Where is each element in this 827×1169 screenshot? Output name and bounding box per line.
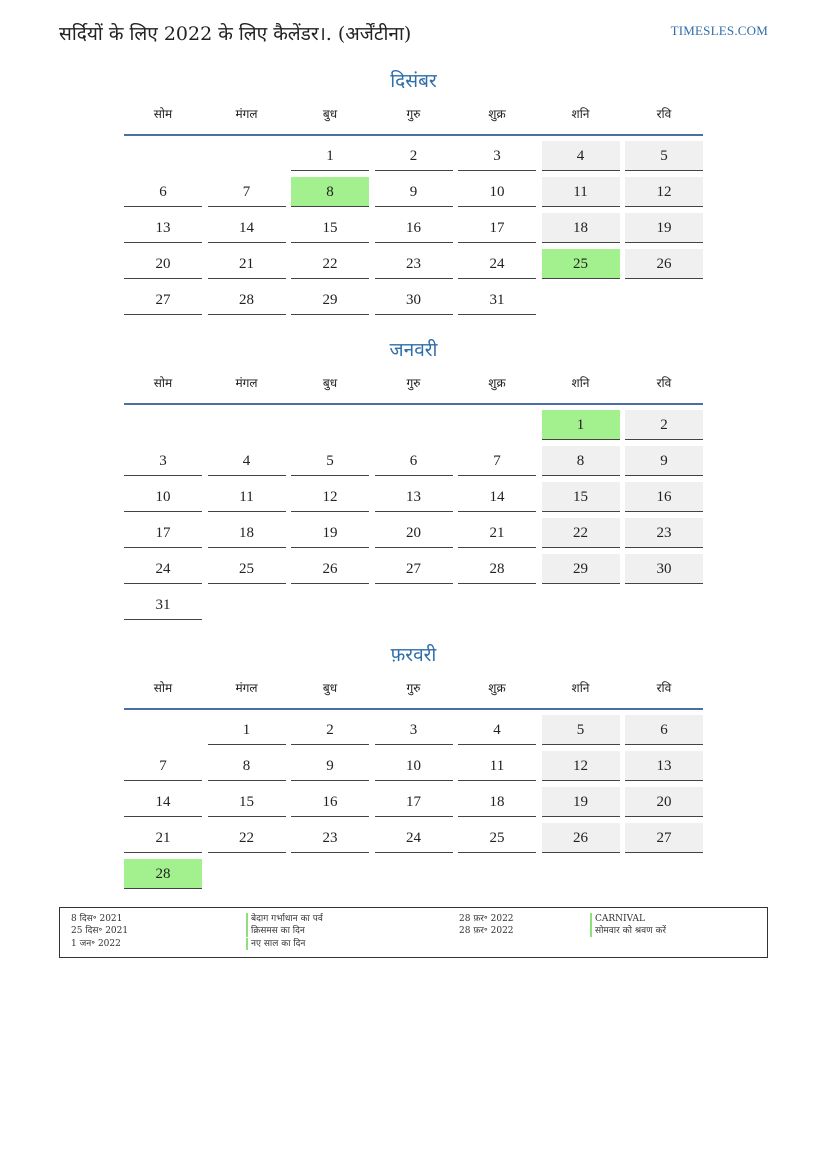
day-cell[interactable]: 21 — [124, 823, 202, 853]
day-cell[interactable]: 12 — [625, 177, 703, 207]
day-cell[interactable]: 9 — [291, 751, 369, 781]
day-cell[interactable]: 17 — [458, 213, 536, 243]
day-cell[interactable]: 18 — [208, 518, 286, 548]
empty-cell — [124, 715, 202, 744]
day-cell[interactable]: 21 — [458, 518, 536, 548]
month-february — [124, 642, 703, 889]
month-january — [124, 337, 703, 620]
day-cell[interactable]: 18 — [458, 787, 536, 817]
holiday-day-cell[interactable]: 25 — [542, 249, 620, 279]
day-cell[interactable]: 10 — [375, 751, 453, 781]
empty-cell — [124, 410, 202, 439]
day-cell[interactable]: 22 — [542, 518, 620, 548]
day-cell[interactable]: 23 — [625, 518, 703, 548]
legend-date: 28 फ़र॰ 2022 — [459, 914, 514, 924]
weekday-label: बुध — [322, 376, 338, 390]
empty-cell — [208, 410, 286, 439]
day-cell[interactable]: 28 — [208, 285, 286, 315]
month-title: दिसंबर — [390, 70, 437, 92]
day-cell[interactable]: 17 — [124, 518, 202, 548]
day-cell[interactable]: 16 — [291, 787, 369, 817]
day-cell[interactable]: 14 — [208, 213, 286, 243]
day-cell[interactable]: 29 — [542, 554, 620, 584]
day-cell[interactable]: 24 — [375, 823, 453, 853]
day-cell[interactable]: 27 — [124, 285, 202, 315]
day-cell[interactable]: 26 — [291, 554, 369, 584]
day-cell[interactable]: 17 — [375, 787, 453, 817]
day-cell[interactable]: 5 — [625, 141, 703, 171]
weekday-label: मंगल — [235, 681, 258, 695]
day-cell[interactable]: 31 — [458, 285, 536, 315]
month-title: फ़रवरी — [390, 644, 437, 666]
day-cell[interactable]: 30 — [625, 554, 703, 584]
empty-cell — [208, 141, 286, 170]
weekday-label: रवि — [656, 107, 672, 121]
holiday-day-cell[interactable]: 8 — [291, 177, 369, 207]
weekday-header — [124, 375, 703, 405]
day-cell[interactable]: 10 — [124, 482, 202, 512]
empty-cell — [458, 410, 536, 439]
day-cell[interactable]: 23 — [291, 823, 369, 853]
empty-cell — [375, 410, 453, 439]
legend-date: 8 दिस॰ 2021 — [71, 914, 123, 924]
weekday-label: शनि — [571, 107, 590, 121]
day-cell[interactable]: 13 — [124, 213, 202, 243]
weekday-label: सोम — [153, 681, 173, 695]
day-cell[interactable]: 12 — [291, 482, 369, 512]
day-cell[interactable]: 25 — [458, 823, 536, 853]
day-cell[interactable]: 15 — [291, 213, 369, 243]
day-cell[interactable]: 20 — [375, 518, 453, 548]
day-cell[interactable]: 6 — [124, 177, 202, 207]
day-cell[interactable]: 8 — [542, 446, 620, 476]
day-cell[interactable]: 1 — [291, 141, 369, 171]
day-cell[interactable]: 27 — [375, 554, 453, 584]
page-title: सर्दियों के लिए 2022 के लिए कैलेंडर।. (अर्जेंटीना) — [59, 23, 412, 45]
weekday-label: गुरु — [406, 376, 421, 390]
day-cell[interactable]: 25 — [208, 554, 286, 584]
day-cell[interactable]: 2 — [375, 141, 453, 171]
day-cell[interactable]: 28 — [458, 554, 536, 584]
weekday-label: मंगल — [235, 376, 258, 390]
weekday-label: शुक्र — [488, 681, 506, 695]
weekday-label: रवि — [656, 681, 672, 695]
day-cell[interactable]: 1 — [208, 715, 286, 745]
weekday-label: सोम — [153, 107, 173, 121]
weekday-label: मंगल — [235, 107, 258, 121]
day-cell[interactable]: 11 — [458, 751, 536, 781]
day-cell[interactable]: 15 — [542, 482, 620, 512]
day-cell[interactable]: 2 — [291, 715, 369, 745]
day-cell[interactable]: 16 — [625, 482, 703, 512]
empty-cell — [291, 410, 369, 439]
day-cell[interactable]: 4 — [542, 141, 620, 171]
weekday-header — [124, 680, 703, 710]
day-cell[interactable]: 24 — [124, 554, 202, 584]
day-grid — [124, 715, 703, 889]
day-cell[interactable]: 19 — [625, 213, 703, 243]
day-cell[interactable]: 16 — [375, 213, 453, 243]
day-cell[interactable]: 12 — [542, 751, 620, 781]
month-title: जनवरी — [389, 339, 438, 361]
site-link[interactable]: TIMESLES.COM — [670, 23, 768, 38]
day-cell[interactable]: 4 — [208, 446, 286, 476]
legend-date: 25 दिस॰ 2021 — [71, 926, 129, 936]
weekday-label: शुक्र — [488, 376, 506, 390]
day-cell[interactable]: 10 — [458, 177, 536, 207]
day-cell[interactable]: 29 — [291, 285, 369, 315]
holiday-legend — [59, 907, 768, 958]
holiday-day-cell[interactable]: 28 — [124, 859, 202, 889]
legend-holiday-name: सोमवार को श्रवण करें — [590, 925, 666, 937]
day-cell[interactable]: 14 — [124, 787, 202, 817]
weekday-header — [124, 106, 703, 136]
day-cell[interactable]: 31 — [124, 590, 202, 620]
day-cell[interactable]: 19 — [542, 787, 620, 817]
day-cell[interactable]: 11 — [542, 177, 620, 207]
holiday-day-cell[interactable]: 1 — [542, 410, 620, 440]
day-cell[interactable]: 21 — [208, 249, 286, 279]
day-cell[interactable]: 7 — [458, 446, 536, 476]
weekday-label: शुक्र — [488, 107, 506, 121]
day-cell[interactable]: 5 — [542, 715, 620, 745]
weekday-label: शनि — [571, 681, 590, 695]
day-cell[interactable]: 11 — [208, 482, 286, 512]
day-cell[interactable]: 20 — [625, 787, 703, 817]
legend-holiday-name: CARNIVAL — [590, 913, 645, 925]
legend-holiday-name: क्रिसमस का दिन — [246, 925, 305, 937]
day-cell[interactable]: 30 — [375, 285, 453, 315]
day-cell[interactable]: 24 — [458, 249, 536, 279]
day-grid — [124, 410, 703, 620]
day-cell[interactable]: 26 — [542, 823, 620, 853]
legend-holiday-name: नए साल का दिन — [246, 938, 305, 950]
weekday-label: बुध — [322, 107, 338, 121]
day-cell[interactable]: 13 — [375, 482, 453, 512]
day-cell[interactable]: 6 — [375, 446, 453, 476]
day-cell[interactable]: 9 — [375, 177, 453, 207]
day-cell[interactable]: 22 — [208, 823, 286, 853]
day-cell[interactable]: 18 — [542, 213, 620, 243]
weekday-label: रवि — [656, 376, 672, 390]
day-cell[interactable]: 6 — [625, 715, 703, 745]
day-cell[interactable]: 20 — [124, 249, 202, 279]
day-cell[interactable]: 3 — [375, 715, 453, 745]
day-cell[interactable]: 22 — [291, 249, 369, 279]
weekday-label: गुरु — [406, 681, 421, 695]
empty-cell — [124, 141, 202, 170]
day-cell[interactable]: 27 — [625, 823, 703, 853]
day-cell[interactable]: 7 — [124, 751, 202, 781]
day-cell[interactable]: 15 — [208, 787, 286, 817]
weekday-label: शनि — [571, 376, 590, 390]
weekday-label: सोम — [153, 376, 173, 390]
day-cell[interactable]: 7 — [208, 177, 286, 207]
day-cell[interactable]: 8 — [208, 751, 286, 781]
day-cell[interactable]: 4 — [458, 715, 536, 745]
day-cell[interactable]: 13 — [625, 751, 703, 781]
day-cell[interactable]: 14 — [458, 482, 536, 512]
day-cell[interactable]: 5 — [291, 446, 369, 476]
weekday-label: गुरु — [406, 107, 421, 121]
day-cell[interactable]: 2 — [625, 410, 703, 440]
day-cell[interactable]: 3 — [124, 446, 202, 476]
day-cell[interactable]: 23 — [375, 249, 453, 279]
legend-holiday-name: बेदाग गर्भाधान का पर्व — [246, 913, 323, 925]
day-grid — [124, 141, 703, 315]
weekday-label: बुध — [322, 681, 338, 695]
legend-date: 28 फ़र॰ 2022 — [459, 926, 514, 936]
legend-date: 1 जन॰ 2022 — [71, 939, 121, 949]
month-december — [124, 68, 703, 315]
day-cell[interactable]: 26 — [625, 249, 703, 279]
day-cell[interactable]: 19 — [291, 518, 369, 548]
day-cell[interactable]: 9 — [625, 446, 703, 476]
day-cell[interactable]: 3 — [458, 141, 536, 171]
